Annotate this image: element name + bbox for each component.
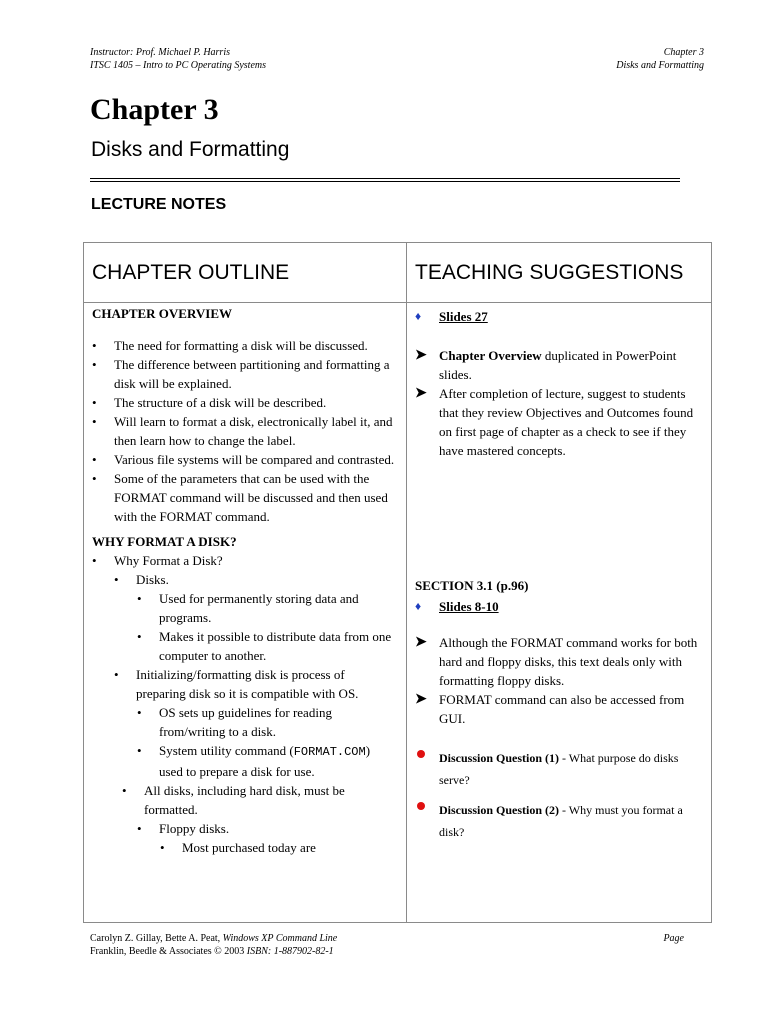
slides-8-10-item (415, 597, 707, 616)
list-item (92, 741, 397, 781)
slides-27-label: Slides 27 (439, 309, 488, 324)
list-item: • OS sets up guidelines for reading from/writing to a disk. (92, 703, 397, 741)
discussion-question-2 (415, 799, 707, 843)
teaching-suggestions-column (415, 304, 707, 843)
section-3-1-title: SECTION 3.1 (p.96) (415, 578, 529, 593)
slides-8-10-label: Slides 8-10 (439, 599, 499, 614)
list-item: • All disks, including hard disk, must be formatted. (92, 781, 397, 819)
list-item: • Disks. (92, 570, 397, 589)
although-suggestion (415, 633, 707, 690)
lecture-notes-heading: LECTURE NOTES (91, 196, 227, 213)
header-instructor: Instructor: Prof. Michael P. Harris (90, 47, 230, 58)
footer-book: Windows XP Command Line (222, 933, 338, 944)
header-chapter: Chapter 3 (663, 47, 704, 58)
dq1-rest: - What purpose do disks serve? (439, 751, 679, 787)
footer-line-1 (90, 932, 337, 945)
list-item: • Various file systems will be compared and contrasted. (92, 450, 397, 469)
overview-rest: duplicated in PowerPoint slides. (439, 348, 677, 382)
chapter-outline-column (92, 304, 397, 857)
chapter-title: Chapter 3 (90, 93, 219, 126)
column-divider (406, 243, 407, 922)
header-right (616, 46, 704, 72)
teaching-suggestions-heading: TEACHING SUGGESTIONS (415, 261, 684, 284)
format-com-code: FORMAT.COM (293, 745, 366, 759)
list-item: • The structure of a disk will be described. (92, 393, 397, 412)
why-format-title: WHY FORMAT A DISK? (92, 534, 237, 549)
overview-suggestion (415, 346, 707, 384)
arrowhead-bullet-icon: ➤ (415, 635, 427, 650)
footer-publisher: Franklin, Beedle & Associates © 2003 (90, 946, 247, 957)
notes-table (83, 242, 712, 923)
list-item: • Makes it possible to distribute data from one computer to another. (92, 627, 397, 665)
header-topic: Disks and Formatting (616, 60, 704, 71)
list-item: • Why Format a Disk? (92, 551, 397, 570)
arrowhead-bullet-icon: ➤ (415, 348, 427, 363)
list-item: • Will learn to format a disk, electronically label it, and then learn how to change the label. (92, 412, 397, 450)
list-item: • The difference between partitioning and formatting a disk will be explained. (92, 355, 397, 393)
dq1-bold: Discussion Question (1) (439, 751, 560, 765)
overview-list (92, 336, 397, 526)
list-item: • Most purchased today are (92, 838, 397, 857)
list-item: • Initializing/formatting disk is process of preparing disk so it is compatible with OS. (92, 665, 397, 703)
why-format-list (92, 551, 397, 857)
arrowhead-bullet-icon: ➤ (415, 692, 427, 707)
sys-util-text-a: System utility command ( (159, 743, 294, 758)
chapter-outline-heading: CHAPTER OUTLINE (92, 261, 290, 284)
arrowhead-bullet-icon: ➤ (415, 386, 427, 401)
divider-bottom (90, 181, 680, 182)
red-dot-icon (417, 750, 425, 758)
sys-util-text-b: ) used to prepare a disk for use. (159, 743, 371, 779)
list-item: • The need for formatting a disk will be discussed. (92, 336, 397, 355)
discussion-question-1 (415, 747, 707, 791)
footer-authors: Carolyn Z. Gillay, Bette A. Peat, (90, 933, 223, 944)
header-course: ITSC 1405 – Intro to PC Operating Systems (90, 60, 267, 71)
overview-bold: Chapter Overview (439, 348, 542, 363)
header-left (90, 46, 266, 72)
divider-top (90, 178, 680, 179)
format-gui-text: FORMAT command can also be accessed from GUI. (439, 692, 685, 726)
footer-line-2 (90, 945, 337, 958)
footer-page: Page (663, 933, 684, 944)
list-item: • Some of the parameters that can be used with the FORMAT command will be discussed and then used with the FORMAT command. (92, 469, 397, 526)
although-text: Although the FORMAT command works for both hard and floppy disks, this text deals only with formatting floppy disks. (439, 635, 698, 688)
format-gui-suggestion (415, 690, 707, 728)
footer-left (90, 932, 337, 958)
dq2-bold: Discussion Question (2) (439, 803, 560, 817)
dq2-rest: - Why must you format a disk? (439, 803, 683, 839)
header-divider (84, 302, 711, 303)
chapter-subtitle: Disks and Formatting (91, 138, 290, 161)
footer-isbn: ISBN: 1-887902-82-1 (246, 946, 334, 957)
after-completion-text: After completion of lecture, suggest to students that they review Objectives and Outcomes found on first page of chapter as a check to see if they have mastered concepts. (439, 386, 694, 458)
diamond-bullet-icon: ♦ (415, 599, 422, 613)
list-item: • Used for permanently storing data and programs. (92, 589, 397, 627)
slides-27-item (415, 307, 707, 326)
diamond-bullet-icon: ♦ (415, 309, 422, 323)
after-completion-suggestion (415, 384, 707, 460)
red-dot-icon (417, 802, 425, 810)
list-item: • Floppy disks. (92, 819, 397, 838)
overview-title: CHAPTER OVERVIEW (92, 306, 233, 321)
